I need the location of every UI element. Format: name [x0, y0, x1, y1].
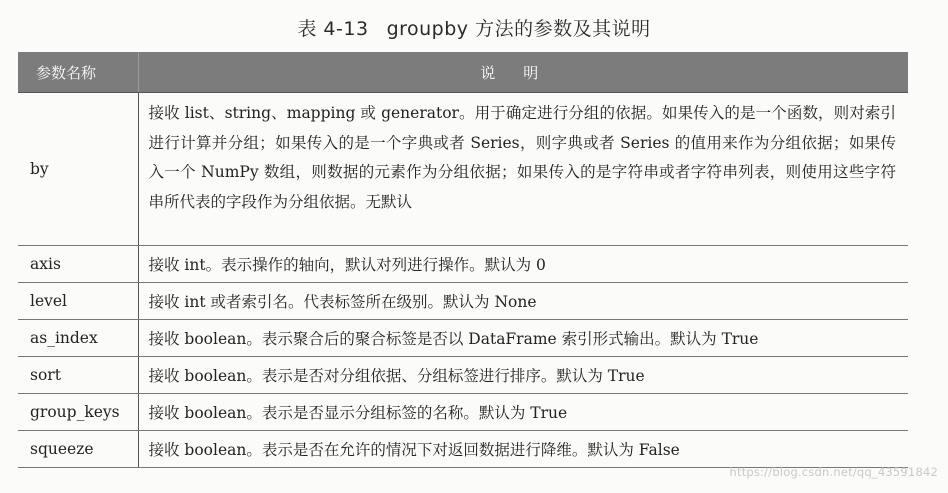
- param-description: 接收 list、string、mapping 或 generator。用于确定进行分组的依据。如果传入的是一个函数，则对索引进行计算并分组；如果传入的是一个字典或者 Series，则字典或者 Series 的值用来作为分组依据；如果传入一个 NumPy 数组，则数据的元素作为分组依据；如果传入的是字符串或者字符串列表，则使用这些字符串所代表的字段作为分组依据。无默认: [138, 93, 908, 246]
- table-title: groupby 方法的参数及其说明: [386, 18, 651, 40]
- param-name: as_index: [18, 320, 138, 357]
- param-description: 接收 boolean。表示是否显示分组标签的名称。默认为 True: [138, 394, 908, 431]
- table-row: [18, 246, 908, 283]
- param-name: group_keys: [18, 394, 138, 431]
- table-row: [18, 93, 908, 246]
- header-description: 说明: [138, 52, 908, 93]
- table-row: [18, 431, 908, 468]
- watermark-url: https://blog.csdn.net/qq_43591842: [729, 465, 938, 479]
- table-number: 表 4-13: [297, 18, 369, 40]
- table-row: [18, 320, 908, 357]
- table-caption: [0, 14, 948, 41]
- param-name: level: [18, 283, 138, 320]
- table-row: [18, 357, 908, 394]
- header-param-name: 参数名称: [18, 52, 138, 93]
- table-header-row: [18, 52, 908, 93]
- param-name: axis: [18, 246, 138, 283]
- param-name: by: [18, 93, 138, 246]
- table-row: [18, 283, 908, 320]
- param-description: 接收 boolean。表示聚合后的聚合标签是否以 DataFrame 索引形式输出。默认为 True: [138, 320, 908, 357]
- param-description: 接收 int 或者索引名。代表标签所在级别。默认为 None: [138, 283, 908, 320]
- param-description: 接收 boolean。表示是否对分组依据、分组标签进行排序。默认为 True: [138, 357, 908, 394]
- param-name: sort: [18, 357, 138, 394]
- param-description: 接收 int。表示操作的轴向，默认对列进行操作。默认为 0: [138, 246, 908, 283]
- param-name: squeeze: [18, 431, 138, 468]
- param-description: 接收 boolean。表示是否在允许的情况下对返回数据进行降维。默认为 False: [138, 431, 908, 468]
- parameter-table: [18, 52, 908, 468]
- table-row: [18, 394, 908, 431]
